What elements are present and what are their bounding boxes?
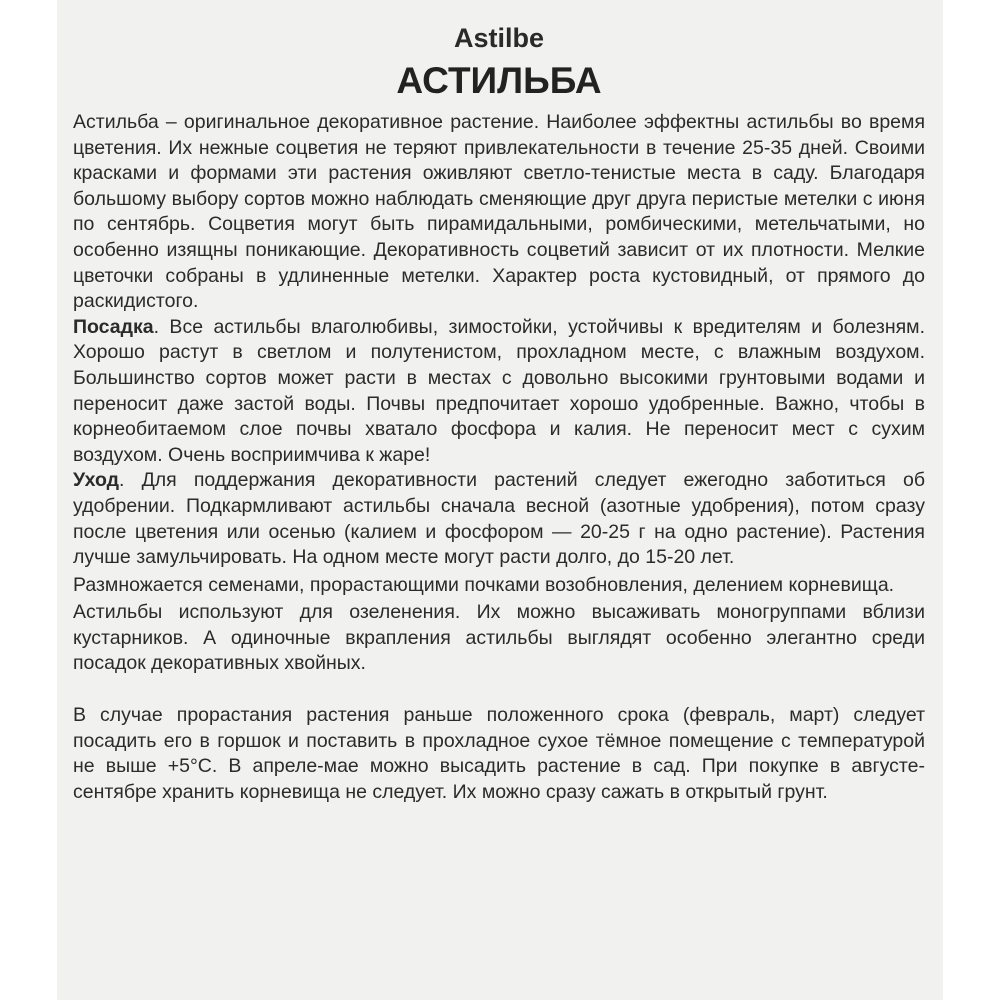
title-russian: АСТИЛЬБА (396, 60, 602, 101)
planting-paragraph (73, 315, 925, 469)
storage-note-paragraph: В случае прорастания растения раньше положенного срока (февраль, март) следует посадить его в горшок и поставить в прохладное сухое тёмное помещение с температурой не выше +5°С. В апреле-мае можно высадить растение в сад. При покупке в августе-сентябре хранить корневища не следует. Их можно сразу сажать в открытый грунт. (73, 704, 925, 803)
care-text: . Для поддержания декоративности растений следует ежегодно заботиться об удобрении. Подкармливают астильбы сначала весной (азотные удобрения), потом сразу после цветения или осенью (калием и фосфором — 20-25 г на одно растение). Растения лучше замульчировать. На одном месте могут расти долго, до 15-20 лет. (73, 469, 925, 569)
section-gap (73, 677, 925, 703)
usage-paragraph: Астильбы используют для озеленения. Их можно высаживать моногруппами вблизи кустарников. А одиночные вкрапления астильбы выглядят особенно элегантно среди посадок декоративных хвойных. (73, 601, 925, 675)
intro-paragraph: Астильба – оригинальное декоративное растение. Наиболее эффектны астильбы во время цветения. Их нежные соцветия не теряют привлекательности в течение 25-35 дней. Своими красками и формами эти растения оживляют светло-тенистые места в саду. Благодаря большому выбору сортов можно наблюдать сменяющие друг друга перистые метелки с июня по сентябрь. Соцветия могут быть пирамидальными, ромбическими, метельчатыми, но особенно изящны поникающие. Декоративность соцветий зависит от их плотности. Мелкие цветочки собраны в удлиненные метелки. Характер роста кустовидный, от прямого до раскидистого. (73, 111, 925, 313)
planting-heading: Посадка (73, 315, 154, 338)
care-paragraph (73, 468, 925, 570)
label-content (73, 18, 925, 805)
care-heading: Уход (73, 469, 120, 492)
title-latin: Astilbe (453, 23, 545, 53)
propagation-paragraph: Размножается семенами, прорастающими почками возобновления, делением корневища. (73, 573, 895, 596)
planting-text: . Все астильбы влаголюбивы, зимостойки, устойчивы к вредителям и болезням. Хорошо растут в светлом и полутенистом, прохладном месте, с влажным воздухом. Большинство сортов может расти в местах с довольно высокими грунтовыми водами и переносит даже застой воды. Почвы предпочитает хорошо удобренные. Важно, чтобы в корнеобитаемом слое почвы хватало фосфора и калия. Не переносит мест с сухим воздухом. Очень восприимчива к жаре! (73, 315, 925, 466)
